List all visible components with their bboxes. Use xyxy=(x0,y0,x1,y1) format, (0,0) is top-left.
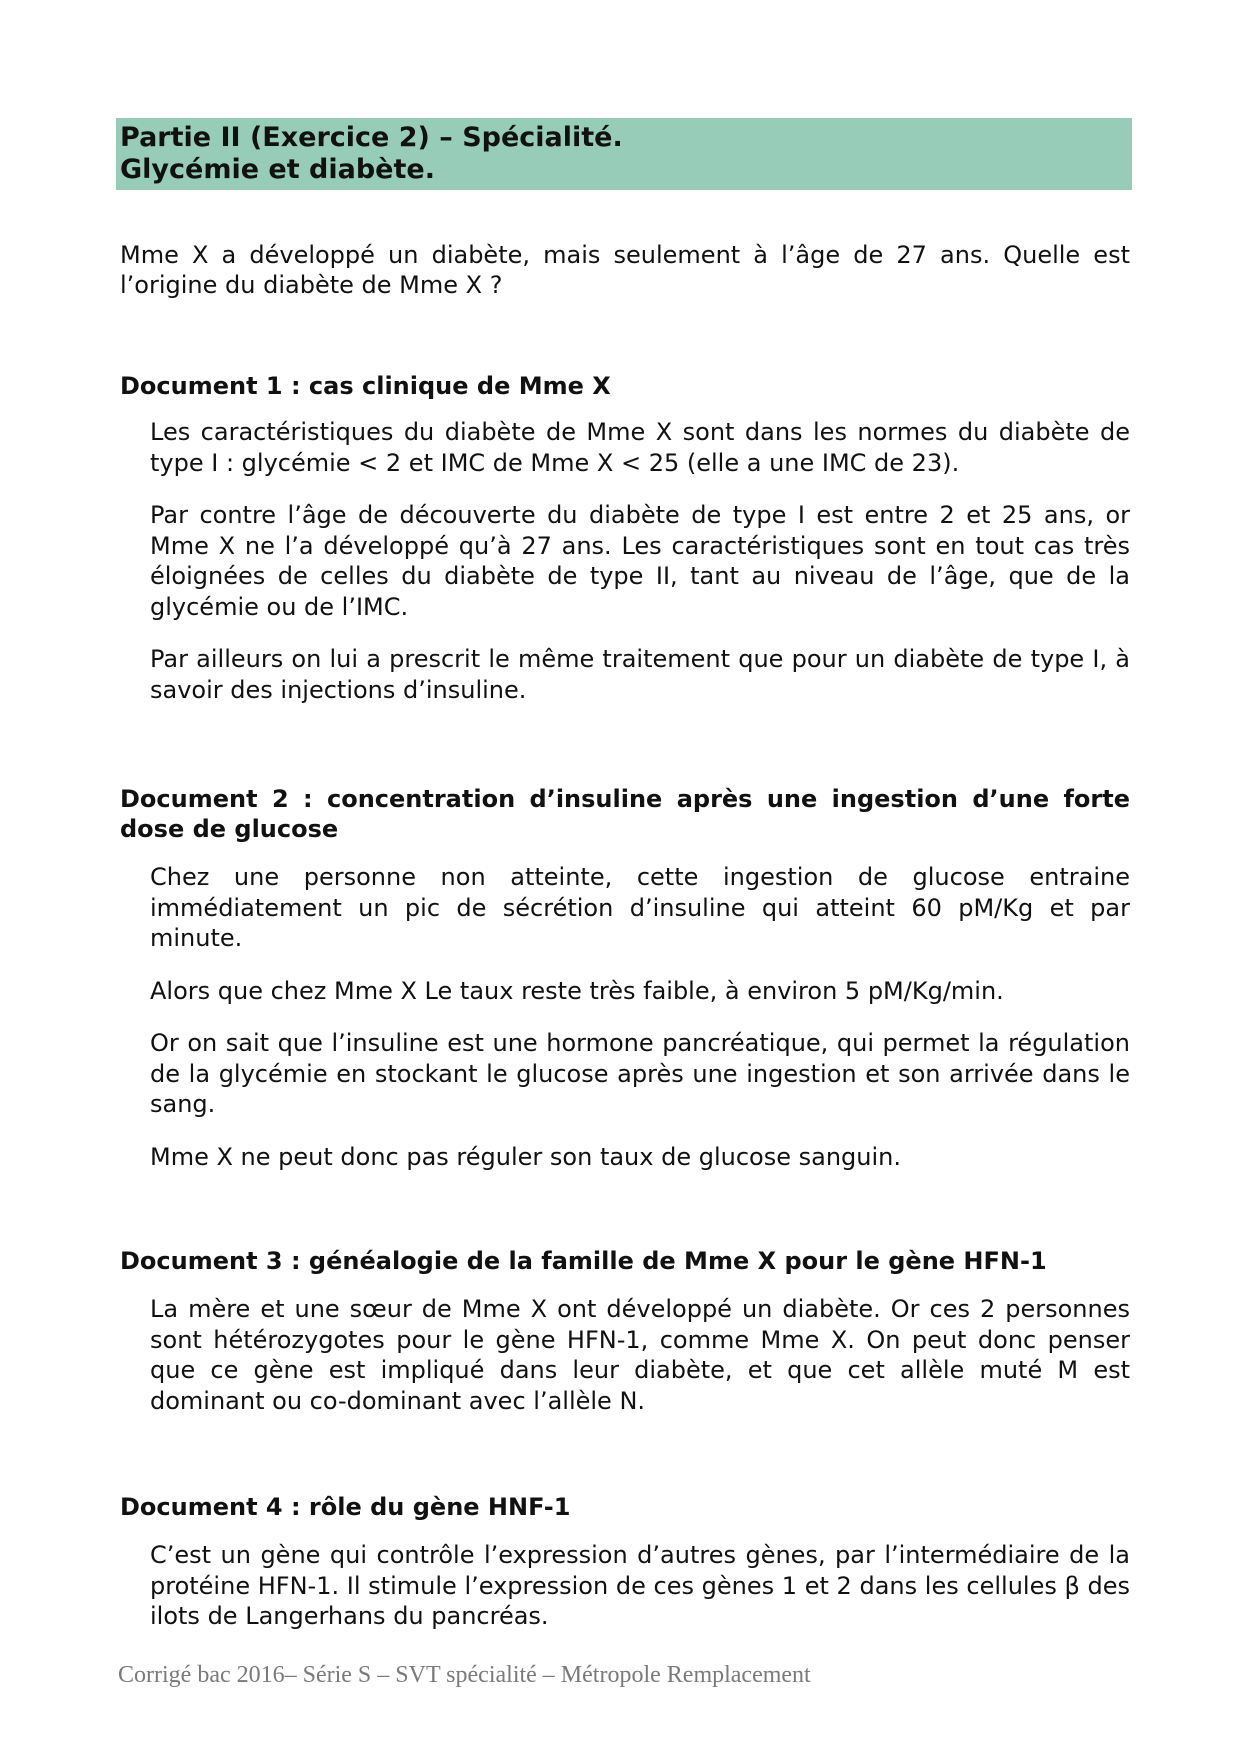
document-4-heading: Document 4 : rôle du gène HNF-1 xyxy=(120,1493,571,1521)
title-banner xyxy=(116,118,1132,190)
document-2-heading: Document 2 : concentration d’insuline après une ingestion d’une forte dose de glucose xyxy=(120,785,1130,843)
intro-question: Mme X a développé un diabète, mais seulement à l’âge de 27 ans. Quelle est l’origine du diabète de Mme X ? xyxy=(120,241,1130,299)
title-line-1: Partie II (Exercice 2) – Spécialité. xyxy=(120,122,623,153)
document-2-paragraph-3: Or on sait que l’insuline est une hormone pancréatique, qui permet la régulation de la glycémie en stockant le glucose après une ingestion et son arrivée dans le sang. xyxy=(150,1029,1130,1118)
document-2-paragraph-2: Alors que chez Mme X Le taux reste très faible, à environ 5 pM/Kg/min. xyxy=(150,976,1004,1005)
title-line-2: Glycémie et diabète. xyxy=(120,154,435,185)
document-3-heading: Document 3 : généalogie de la famille de Mme X pour le gène HFN-1 xyxy=(120,1247,1047,1275)
document-3-section xyxy=(120,1246,1130,1438)
document-2-section xyxy=(120,784,1130,1194)
document-1-section xyxy=(120,371,1130,727)
document-4-section xyxy=(120,1492,1130,1654)
document-1-paragraph-2: Par contre l’âge de découverte du diabète de type I est entre 2 et 25 ans, or Mme X ne l’a développé qu’à 27 ans. Les caractéristiques sont en tout cas très éloignées de celles du diabète de type II, tant au niveau de l’âge, que de la glycémie ou de l’IMC. xyxy=(150,501,1130,621)
document-2-paragraph-4: Mme X ne peut donc pas réguler son taux de glucose sanguin. xyxy=(150,1142,901,1171)
document-2-paragraph-1: Chez une personne non atteinte, cette ingestion de glucose entraine immédiatement un pic de sécrétion d’insuline qui atteint 60 pM/Kg et par minute. xyxy=(150,863,1130,952)
document-1-paragraph-3: Par ailleurs on lui a prescrit le même traitement que pour un diabète de type I, à savoir des injections d’insuline. xyxy=(150,645,1130,704)
document-1-heading: Document 1 : cas clinique de Mme X xyxy=(120,372,611,400)
document-4-paragraph-1: C’est un gène qui contrôle l’expression d’autres gènes, par l’intermédiaire de la protéine HFN-1. Il stimule l’expression de ces gènes 1 et 2 dans les cellules β des ilots de Langerhans du pancréas. xyxy=(150,1541,1130,1630)
document-1-paragraph-1: Les caractéristiques du diabète de Mme X sont dans les normes du diabète de type I : glycémie < 2 et IMC de Mme X < 25 (elle a une IMC de 23). xyxy=(150,418,1130,477)
page-footer: Corrigé bac 2016– Série S – SVT spécialité – Métropole Remplacement xyxy=(118,1662,811,1688)
document-3-paragraph-1: La mère et une sœur de Mme X ont développé un diabète. Or ces 2 personnes sont hétérozygotes pour le gène HFN-1, comme Mme X. On peut donc penser que ce gène est impliqué dans leur diabète, et que cet allèle muté M est dominant ou co-dominant avec l’allèle N. xyxy=(150,1295,1130,1415)
